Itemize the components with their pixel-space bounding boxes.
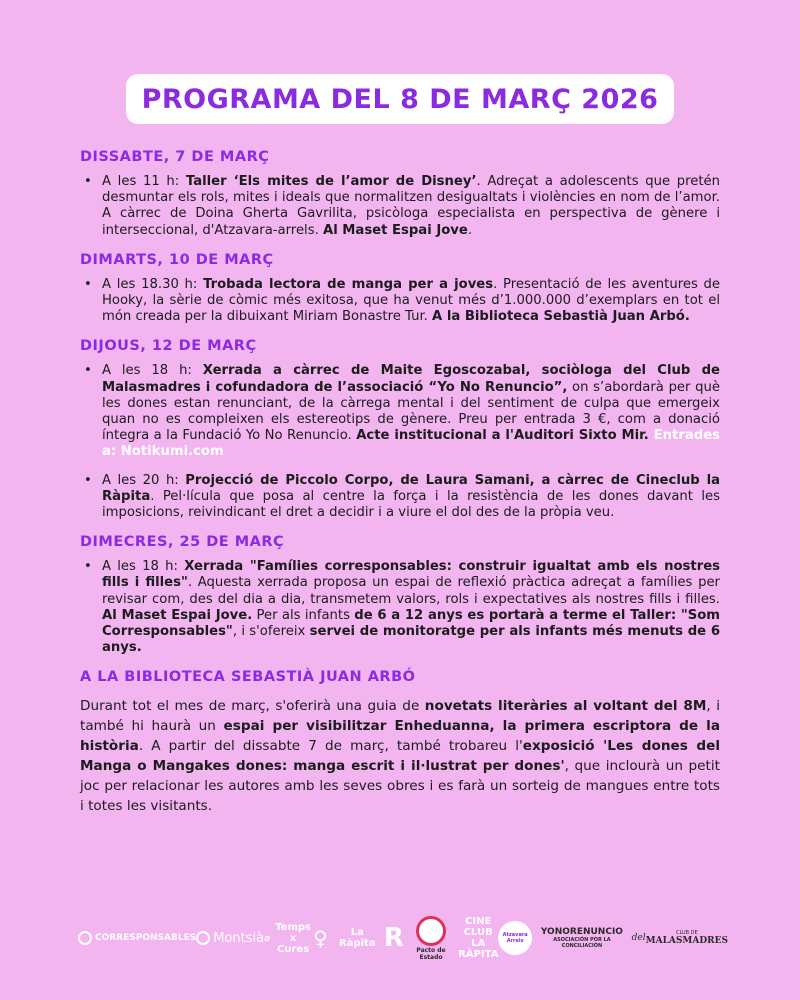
bullet-icon: • — [84, 363, 92, 379]
bold-text: Taller ‘Els mites de l’amor de Disney’ — [185, 174, 477, 189]
text: Per als infants — [252, 607, 355, 623]
bold-text: Trobada lectora de manga per a joves — [203, 276, 494, 292]
library-heading: A LA BIBLIOTECA SEBASTIÀ JUAN ARBÓ — [80, 669, 416, 686]
text: . Aquesta xerrada proposa un espai de reflexió pràctica adreçat a famílies per revisar com, des del dia a dia, transmetem valors, rols i expectatives als nostres fills i filles. — [102, 575, 720, 607]
text: . A partir del dissabte 7 de març, també trobareu l' — [138, 738, 523, 755]
bold-text: espai per visibilitzar Enheduanna, la primera escriptora de la història — [80, 718, 720, 755]
bold-text: exposició 'Les dones del Manga o Mangakes dones: manga escrit i il·lustrat per dones' — [80, 738, 720, 775]
day-heading: DIMARTS, 10 DE MARÇ — [80, 251, 274, 268]
logo-pacto-estado: Pacto de Estado — [404, 916, 458, 961]
bold-text: A la Biblioteca Sebastià Juan Arbó. — [432, 309, 690, 325]
event-item — [80, 277, 720, 326]
bold-text: Al Maset Espai Jove — [322, 222, 468, 238]
event-item — [80, 473, 720, 522]
logo-yonorenuncio: YONORENUNCIO ASOCIACIÓN POR LA CONCILIACIÓN — [540, 927, 623, 949]
cineclub-icon: CINE CLUB LA RÀPITA — [458, 916, 499, 960]
logo-atzavara — [498, 921, 532, 955]
logo-la-rapita — [384, 923, 404, 953]
temps-cures-logo-icon: ⌀ — [264, 932, 271, 944]
logo-temps-cures: ⌀ Temps x Cures — [264, 921, 311, 955]
program-content — [80, 148, 720, 816]
bold-text: servei de monitoratge per als infants més menuts de 6 anys. — [102, 624, 720, 656]
day-heading: DISSABTE, 7 DE MARÇ — [80, 149, 270, 165]
text: A les 18 h: — [102, 559, 185, 575]
title-banner — [126, 74, 674, 124]
venus-icon: ♀ — [313, 925, 328, 950]
text: . Presentació de les aventures de Hooky, la sèrie de còmic més exitosa, que ha venut més d’1.000.000 d’exemplars en tot el món creada per la dibuixant Miriam Bonastre Tur. — [102, 276, 721, 325]
text: . Pel·lícula que posa al centre la força i la resistència de les dones davant les imposicions, reivindicant el dret a decidir i a viure el dol des de la pròpia veu. — [102, 488, 720, 521]
bold-text: novetats literàries al voltant del 8M — [424, 698, 707, 715]
text: A les 20 h: — [102, 472, 186, 488]
bullet-icon: • — [84, 559, 92, 575]
event-item — [80, 363, 720, 460]
logo-malasmadres: CLUB DE MALASMADRES — [645, 930, 728, 946]
text: , i s'ofereix — [232, 624, 310, 640]
event-text — [102, 174, 720, 239]
text: , i també hi haurà un — [80, 698, 720, 735]
bold-text: Projecció de Piccolo Corpo, de Laura Samani, a càrrec de Cineclub la Ràpita — [102, 472, 720, 504]
page-title: PROGRAMA DEL 8 DE MARÇ 2026 — [141, 83, 659, 115]
circle-logo-icon — [78, 931, 92, 945]
day-heading: DIJOUS, 12 DE MARÇ — [80, 338, 257, 355]
bullet-icon: • — [84, 174, 92, 189]
event-text — [102, 559, 720, 656]
text: A les 18 h: — [102, 363, 203, 379]
event-text — [102, 363, 720, 460]
event-text — [102, 473, 720, 522]
bullet-icon: • — [84, 472, 92, 488]
day-heading: DIMECRES, 25 DE MARÇ — [80, 534, 285, 551]
sponsor-logos — [78, 910, 728, 966]
logo-cineclub — [458, 916, 498, 960]
text: on s’abordarà per què les dones estan renunciant, de la càrrega mental i del sentiment de culpa que emergeix quan no es compleixen els estereotips de gènere. Preu per entrada 3 €, com a donació íntegra a la Fundació Yo No Renuncio. — [102, 379, 720, 444]
bold-text: Xerrada "Famílies corresponsables: construir igualtat amb els nostres fills i filles" — [102, 559, 720, 591]
logo-montsia: Montsià — [196, 931, 264, 945]
bold-text: Acte institucional a l'Auditori Sixto Mir. — [356, 428, 649, 444]
event-text — [102, 277, 720, 326]
montsia-logo-icon — [196, 931, 210, 945]
event-item — [80, 174, 720, 239]
logo-del: del — [631, 933, 646, 943]
text: . — [467, 222, 473, 238]
logo-corresponsables: CORRESPONSABLES — [78, 931, 196, 945]
event-item — [80, 559, 720, 656]
bold-text: de 6 a 12 anys es portarà a terme el Taller: "Som Corresponsables" — [102, 607, 721, 640]
text: . Adreçat a adolescents que pretén desmuntar els rols, mites i ideals que normalitzen desigualtats i violències en nom de l’amor. A càrrec de Doina Gherta Gavrilita, psicòloga especialista en perspectiva de gènere i interseccional, d'Atzavara-arrels. — [102, 174, 720, 238]
atzavara-icon: Atzavara Arrels — [498, 921, 532, 955]
malasmadres-icon: MALASMADRES — [645, 936, 728, 946]
rapita-r-icon: R — [383, 923, 404, 953]
yonorenuncio-icon: YONORENUNCIO — [540, 927, 623, 937]
text: A les 18.30 h: — [102, 276, 204, 292]
text: , que inclourà un petit joc per relacionar les autores amb les seves obres i es farà un sorteig de mangues entre tots i totes les visitants. — [80, 758, 720, 815]
bold-text: Xerrada a càrrec de Maite Egoscozabal, sociòloga del Club de Malasmadres i cofundadora de l’associació “Yo No Renuncio”, — [102, 363, 720, 395]
text: A les 11 h: — [102, 174, 186, 189]
text: Durant tot el mes de març, s'oferirà una guia de — [80, 698, 425, 715]
bold-text: Al Maset Espai Jove. — [102, 607, 253, 623]
logo-la-rapita-igualtat: ♀ La Ràpita — [313, 925, 376, 950]
pacto-estado-icon — [416, 916, 446, 946]
library-description — [80, 696, 720, 816]
tickets-link-text: Entrades a: Notikumi.com — [102, 428, 720, 460]
bullet-icon: • — [84, 276, 92, 292]
